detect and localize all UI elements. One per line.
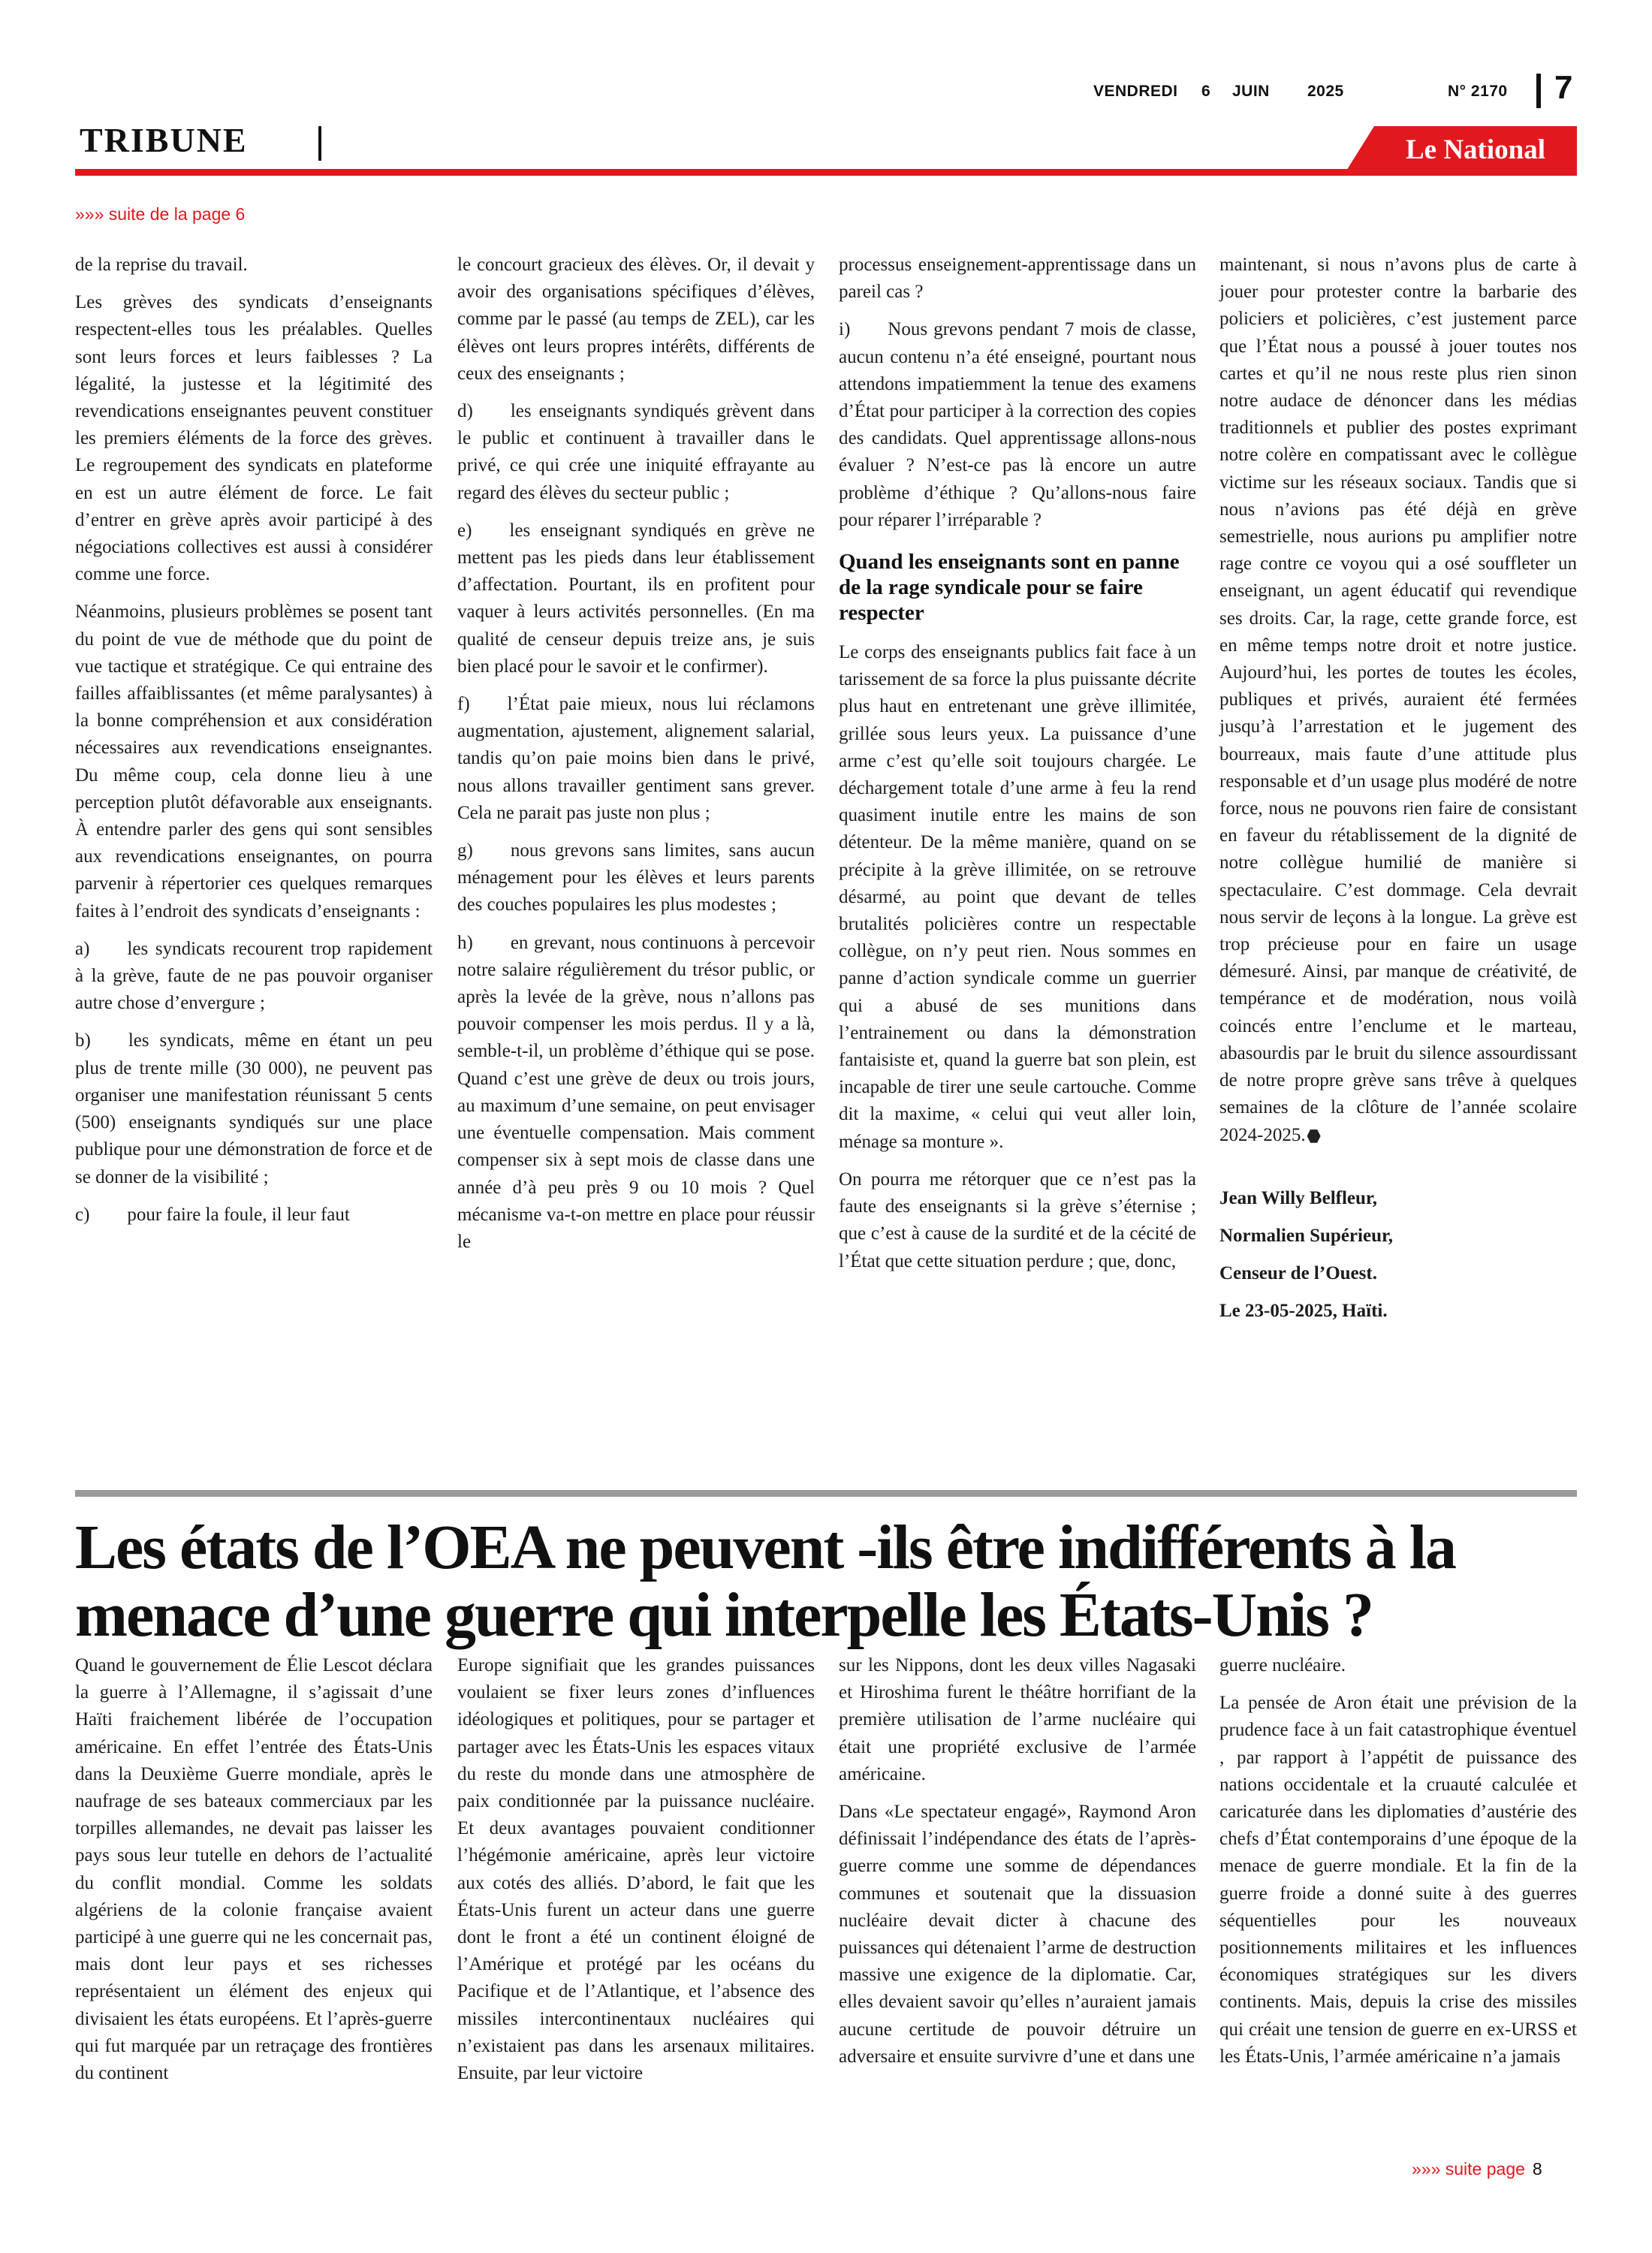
article-dateline: Le 23-05-2025, Haïti. bbox=[1219, 1300, 1388, 1321]
end-of-article-icon bbox=[1307, 1130, 1321, 1143]
list-item: c) pour faire la foule, il leur faut bbox=[75, 1204, 350, 1225]
paragraph bbox=[1219, 252, 1577, 1149]
paragraph: processus enseignement-apprentissage dans un pareil cas ? bbox=[839, 255, 1196, 303]
article2-column-1 bbox=[75, 1652, 433, 2087]
list-item: e) les enseignant syndiqués en grève ne mettent pas les pieds dans leur établissement d’affectation. Pourtant, ils en profitent pour vaquer à leurs activités personnelles. (En ma qualité de censeur depuis treize ans, je suis bien placé pour le savoir et le confirmer). bbox=[457, 520, 815, 677]
paragraph: On pourra me rétorquer que ce n’est pas la faute des enseignants si la grève s’éternise ; que c’est à cause de la surdité et de la cécité de l’État que cette situation perdure ; que, donc, bbox=[839, 1169, 1196, 1271]
continued-on-text: »»» suite page bbox=[1412, 2159, 1525, 2179]
issue-date-day: 6 bbox=[1201, 83, 1211, 100]
paragraph: de la reprise du travail. bbox=[75, 255, 248, 275]
tribune-column-2 bbox=[457, 252, 815, 1256]
issue-day: VENDREDI bbox=[1093, 83, 1178, 100]
continued-from-label: »»» suite de la page 6 bbox=[75, 204, 246, 224]
tribune-column-4 bbox=[1219, 252, 1577, 1332]
issue-year: 2025 bbox=[1307, 83, 1344, 100]
paragraph: Europe signifiait que les grandes puissances voulaient se fixer leurs zones d’influences idéologiques et politiques, pour se partager et partager avec les États-Unis les espaces vitaux du reste du monde dans une atmosphère de paix conditionnée par la puissance nucléaire. Et deux avantages pouvaient conditionner l’hégémonie américaine, après leur victoire aux cotés des alliés. D’abord, le fait que les États-Unis furent un acteur dans une guerre dont le front a été un continent éloigné de l’Amérique et protégé par les océans du Pacifique et de l’Atlantique, et l’absence des missiles intercontinentaux nucléaires qui n’existaient pas dans les arsenaux militaires. Ensuite, par leur victoire bbox=[457, 1655, 815, 2084]
article-divider bbox=[75, 1490, 1577, 1497]
newspaper-brand: Le National bbox=[1405, 134, 1546, 165]
list-item: a) les syndicats recourent trop rapidement à la grève, faute de ne pas pouvoir organiser autre chose d’envergure ; bbox=[75, 938, 433, 1014]
list-item: le concourt gracieux des élèves. Or, il devait y avoir des organisations spécifiques d’élèves, comme par le passé (au temps de ZEL), car les élèves ont leurs propres intérêts, différents de ceux des enseignants ; bbox=[457, 255, 815, 384]
paragraph: guerre nucléaire. bbox=[1219, 1655, 1346, 1675]
section-title-divider bbox=[318, 126, 321, 161]
continued-on-page: 8 bbox=[1532, 2159, 1542, 2179]
page-number-divider bbox=[1536, 74, 1541, 108]
list-item: g) nous grevons sans limites, sans aucun ménagement pour les élèves et leurs parents des couches populaires les plus modestes ; bbox=[457, 840, 815, 915]
continued-on-label bbox=[1412, 2159, 1542, 2179]
subheading: Quand les enseignants sont en panne de la rage syndicale pour se faire respecter bbox=[839, 550, 1180, 626]
list-item: f) l’État paie mieux, nous lui réclamons augmentation, ajustement, alignement salarial, tandis qu’on paie moins bien dans le privé, nous allons travailler gentiment sans grever. Cela ne parait pas juste non plus ; bbox=[457, 694, 815, 823]
paragraph: Quand le gouvernement de Élie Lescot déclara la guerre à l’Allemagne, il s’agissait d’une Haïti fraichement libérée de l’occupation américaine. En effet l’entrée des États-Unis dans la Deuxième Guerre mondiale, après le naufrage de ses bateaux commerciaux par les torpilles allemandes, ne devait pas laisser les pays sous leur tutelle en dehors de l’actualité du conflit mondial. Comme les soldats algériens de la colonie française avaient participé à une guerre qui ne les concernait pas, mais dont leur pays et ses richesses représentaient un élément des enjeux qui divisaient les états européens. Et l’après-guerre qui fut marquée par un retraçage des frontières du continent bbox=[75, 1655, 433, 2084]
article-headline: Les états de l’OEA ne peuvent -ils être indifférents à la menace d’une guerre qui interpelle les États-Unis ? bbox=[75, 1513, 1456, 1650]
author-title: Normalien Supérieur, bbox=[1219, 1225, 1394, 1246]
section-title: TRIBUNE bbox=[80, 121, 248, 159]
article2-column-3 bbox=[839, 1652, 1196, 2071]
tribune-column-1 bbox=[75, 252, 433, 1229]
article2-column-2 bbox=[457, 1652, 815, 2087]
paragraph: Dans «Le spectateur engagé», Raymond Aron définissait l’indépendance des états de l’après-guerre comme une somme de dépendances communes et soutenait que la dissuasion nucléaire devait dicter à chacune des puissances qui détenaient l’arme de destruction massive une exigence de la diplomatie. Car, elles devaient savoir qu’elles n’auraient jamais aucune certitude de pouvoir détruire un adversaire et ensuite survivre d’une et dans une bbox=[839, 1802, 1196, 2067]
paragraph: Les grèves des syndicats d’enseignants respectent-elles tous les préalables. Quelles sont leurs forces et leurs faiblesses ? La légalité, la justesse et la légitimité des revendications enseignantes peuvent constituer les premiers éléments de la force des grèves. Le regroupement des syndicats en plateforme en est un autre élément de force. Le fait d’entrer en grève après avoir participé à des négociations collectives est aussi à considérer comme une force. bbox=[75, 292, 433, 585]
paragraph: La pensée de Aron était une prévision de la prudence face à un fait catastrophique éventuel , par rapport à l’appétit de puissance des nations occidentale et la cruauté calculée et caricaturée dans les diplomaties d’austérie des chefs d’État contemporains d’une époque de la menace de guerre mondiale. Et la fin de la guerre froide a donné suite à des guerres séquentielles pour les nouveaux positionnements militaires et les influences économiques stratégiques sur les divers continents. Mais, depuis la crise des missiles qui créait une tension de guerre en ex-URSS et les États-Unis, l’armée américaine n’a jamais bbox=[1219, 1693, 1577, 2067]
list-item: i) Nous grevons pendant 7 mois de classe, aucun contenu n’a été enseigné, pourtant nous attendons impatiemment la tenue des examens d’État pour participer à la correction des copies des candidats. Quel apprentissage allons-nous évaluer ? N’est-ce pas là encore un autre problème d’éthique ? Qu’allons-nous faire pour réparer l’irréparable ? bbox=[839, 319, 1196, 530]
paragraph-text: maintenant, si nous n’avons plus de carte à jouer pour protester contre la barbarie des policiers et policières, c’est justement parce que l’État nous a poussé à jouer toutes nos cartes et qu’il ne nous reste plus rien sinon notre audace de dénoncer dans les médias traditionnels et publier des postes exprimant notre colère en compatissant avec le collègue victime sur les réseaux sociaux. Tandis que si nous n’avions pas été déjà en grève semestrielle, nous aurions pu amplifier notre rage contre ce voyou qui a osé souffleter un enseignant, un agent éducatif qui revendique ses droits. Car, la rage, cette grande force, est en même temps notre droit et notre justice. Aujourd’hui, les portes de toutes les écoles, publiques et privés, auraient été fermées jusqu’à l’arrestation et le jugement des bourreaux, mais faute d’une attitude plus responsable et d’un usage plus modéré de notre force, nous ne pouvons rien faire de consistant en faveur du rétablissement de la dignité de notre collègue humilié de manière si spectaculaire. C’est dommage. Cela devrait nous servir de leçons à la longue. La grève est trop précieuse pour en faire un usage démesuré. Ainsi, par manque de créativité, de tempérance et de modération, nous voilà coincés entre l’enclume et le marteau, abasourdis par le bruit du silence assourdissant de notre propre grève sans trêve à quelques semaines de la clôture de l’année scolaire 2024-2025. bbox=[1219, 255, 1577, 1145]
tribune-column-3 bbox=[839, 252, 1196, 1275]
paragraph: sur les Nippons, dont les deux villes Nagasaki et Hiroshima furent le théâtre horrifiant de la première utilisation de l’arme nucléaire qui était une propriété exclusive de l’armée américaine. bbox=[839, 1655, 1196, 1784]
author-name: Jean Willy Belfleur, bbox=[1219, 1187, 1377, 1208]
paragraph: Néanmoins, plusieurs problèmes se posent tant du point de vue de méthode que du point de vue tactique et stratégique. Ce qui entraine des failles affaiblissantes (et même paralysantes) à la bonne compréhension et aux considération nécessaires aux revendications enseignantes. Du même coup, cela donne lieu à une perception plutôt défavorable aux enseignants. À entendre parler des gens qui sont sensibles aux revendications enseignantes, on pourra parvenir à répertorier ces quelques remarques faites à l’endroit des syndicats d’enseignants : bbox=[75, 602, 433, 921]
issue-number: N° 2170 bbox=[1448, 83, 1508, 100]
page-number: 7 bbox=[1554, 69, 1573, 106]
list-item: h) en grevant, nous continuons à percevoir notre salaire régulièrement du trésor public, or après la levée de la grève, nous n’allons pas pouvoir compenser les mois perdus. Il y a là, semble-t-il, un problème d’éthique qui se pose. Quand c’est une grève de deux ou trois jours, au maximum d’une semaine, on peut envisager une éventuelle compensation. Mais comment compenser six à sept mois de classe dans une année d’à peu près 9 ou 10 mois ? Quel mécanisme va-t-on mettre en place pour réussir le bbox=[457, 932, 815, 1252]
paragraph: Le corps des enseignants publics fait face à un tarissement de sa force la plus puissante décrite plus haut en entretenant une grève illimitée, grillée sous leurs yeux. La puissance d’une arme c’est qu’elle soit toujours chargée. Le déchargement totale d’une arme à feu la rend quasiment inutile entre les mains de son détenteur. De la même manière, quand on se précipite à la grève illimitée, on se retrouve désarmé, au point que devant de telles brutalités policières contre un respectable collègue, on n’y peut rien. Nous sommes en panne d’action syndicale comme un guerrier qui a abusé de ses munitions dans l’entrainement ou dans la démonstration fantaisiste et, quand la guerre bat son plein, est incapable de tirer une seule cartouche. Comme dit la maxime, « celui qui veut aller loin, ménage sa monture ». bbox=[839, 642, 1196, 1152]
header-red-rule bbox=[75, 169, 1577, 176]
article2-column-4 bbox=[1219, 1652, 1577, 2071]
list-item: b) les syndicats, même en étant un peu plus de trente mille (30 000), ne peuvent pas organiser une manifestation réunissant 5 cents (500) enseignants syndiqués sur une place publique pour une démonstration de force et de se donner de la visibilité ; bbox=[75, 1030, 433, 1187]
list-item: d) les enseignants syndiqués grèvent dans le public et continuent à travailler dans le privé, ce qui crée une iniquité effrayante au regard des élèves du secteur public ; bbox=[457, 401, 815, 503]
author-position: Censeur de l’Ouest. bbox=[1219, 1262, 1377, 1283]
issue-date-month: JUIN bbox=[1232, 83, 1270, 100]
